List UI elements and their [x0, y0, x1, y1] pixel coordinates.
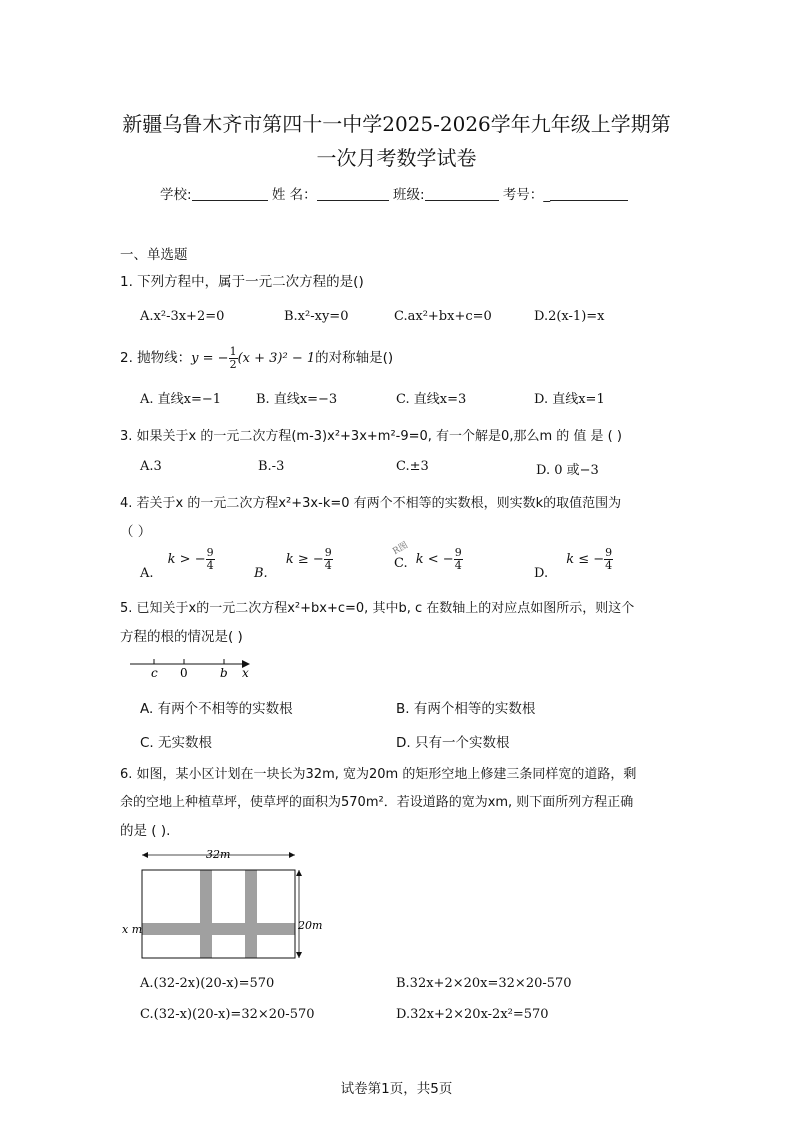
question-2-stem: 2. 抛物线：y = − $\frac{1}{2}$ (x + 3)² − 1的对称轴是() [120, 345, 394, 371]
number-line-label-b: b [220, 666, 228, 680]
road-vertical-2 [245, 870, 257, 958]
road-rectangle-figure [118, 845, 323, 963]
question-3-option-a[interactable]: A.3 [140, 459, 162, 474]
question-6-option-c[interactable]: C.(32-x)(20-x)=32×20-570 [140, 1007, 315, 1022]
question-4-option-c[interactable]: R图 C. k < − $\frac{9}{4}$ [394, 547, 463, 572]
top-dimension-arrow-right [289, 852, 295, 858]
number-line-label-0: 0 [180, 666, 188, 680]
name-label: 姓 名： [271, 187, 317, 203]
question-2-option-a[interactable]: A. 直线x=−1 [140, 392, 222, 407]
question-3-option-b[interactable]: B.-3 [258, 459, 285, 474]
top-dimension-label: 32m [206, 848, 231, 861]
question-5-stem-line2: 方程的根的情况是( ) [120, 629, 243, 645]
question-5-option-d[interactable]: D. 只有一个实数根 [396, 735, 510, 751]
question-6-option-b[interactable]: B.32x+2×20x=32×20-570 [396, 976, 572, 991]
question-1-option-b[interactable]: B.x²-xy=0 [284, 309, 349, 324]
right-dimension-arrow-bottom [296, 952, 302, 958]
question-2-option-d[interactable]: D. 直线x=1 [534, 392, 605, 407]
question-4-stem-line2: （ ） [120, 524, 152, 540]
fraction: $\frac{9}{4}$ [324, 546, 332, 572]
question-5-option-c[interactable]: C. 无实数根 [140, 735, 213, 751]
question-1-stem: 1. 下列方程中，属于一元二次方程的是() [120, 274, 364, 290]
question-1-option-c[interactable]: C.ax²+bx+c=0 [394, 309, 492, 324]
question-6-stem-line2: 余的空地上种植草坪，使草坪的面积为570m²．若设道路的宽为xm, 则下面所列方程正确 [120, 795, 634, 810]
question-4-option-d[interactable]: D. k ≤ − $\frac{9}{4}$ [534, 546, 613, 581]
question-2-option-c[interactable]: C. 直线x=3 [396, 392, 467, 407]
question-4-stem-line1: 4. 若关于x 的一元二次方程x²+3x-k=0 有两个不相等的实数根，则实数k的取值范围为 [120, 496, 622, 511]
exam-no-label: 考号： [502, 187, 544, 203]
section-heading: 一、单选题 [120, 247, 188, 263]
question-1-option-a[interactable]: A.x²-3x+2=0 [140, 309, 225, 324]
watermark-stamp: R图 [391, 540, 410, 558]
school-blank[interactable] [192, 187, 268, 201]
exam-title-line1: 新疆乌鲁木齐市第四十一中学2025-2026学年九年级上学期第 [122, 112, 671, 136]
page-footer: 试卷第1页，共5页 [340, 1081, 453, 1097]
exam-title-line2: 一次月考数学试卷 [316, 146, 477, 170]
right-dimension-arrow-top [296, 870, 302, 876]
question-3-option-c[interactable]: C.±3 [396, 459, 429, 474]
road-vertical-1 [200, 870, 212, 958]
question-3-stem: 3. 如果关于x 的一元二次方程(m-3)x²+3x+m²-9=0, 有一个解是0,那么m 的 值 是 ( ) [120, 429, 622, 444]
road-width-label: x m [122, 923, 143, 936]
field-rectangle [142, 870, 295, 958]
exam-no-blank[interactable] [550, 187, 628, 201]
question-5-stem-line1: 5. 已知关于x的一元二次方程x²+bx+c=0, 其中b, c 在数轴上的对应点如图所示，则这个 [120, 601, 635, 616]
number-line-label-c: c [151, 666, 158, 680]
question-3-option-d[interactable]: D. 0 或−3 [536, 463, 599, 478]
fraction: $\frac{9}{4}$ [605, 546, 613, 572]
question-6-stem-line1: 6. 如图，某小区计划在一块长为32m, 宽为20m 的矩形空地上修建三条同样宽的道路，剩 [120, 767, 637, 782]
question-6-option-d[interactable]: D.32x+2×20x-2x²=570 [396, 1007, 549, 1022]
question-4-option-a[interactable]: A. k > − $\frac{9}{4}$ [140, 546, 214, 581]
question-5-option-b[interactable]: B. 有两个相等的实数根 [396, 701, 536, 717]
road-horizontal [142, 923, 295, 935]
question-2-option-b[interactable]: B. 直线x=−3 [256, 392, 338, 407]
fraction: $\frac{9}{4}$ [454, 546, 462, 572]
question-6-stem-line3: 的是 ( ). [120, 823, 171, 839]
question-6-option-a[interactable]: A.(32-2x)(20-x)=570 [140, 976, 275, 991]
number-line-label-x: x [242, 666, 249, 680]
top-dimension-arrow-left [142, 852, 148, 858]
name-blank[interactable] [317, 187, 389, 201]
question-1-option-d[interactable]: D.2(x-1)=x [534, 309, 605, 324]
question-4-option-b[interactable]: B. k ≥ − $\frac{9}{4}$ [254, 546, 332, 581]
fraction: $\frac{9}{4}$ [206, 546, 214, 572]
fraction: $\frac{1}{2}$ [229, 345, 237, 371]
student-info-line [160, 183, 628, 203]
right-dimension-label: 20m [298, 919, 323, 932]
school-label: 学校: [160, 187, 192, 203]
parabola-formula: y = − $\frac{1}{2}$ (x + 3)² − 1 [191, 345, 316, 371]
class-blank[interactable] [425, 187, 499, 201]
number-line-figure [126, 654, 256, 680]
class-label: 班级: [392, 187, 425, 203]
question-5-option-a[interactable]: A. 有两个不相等的实数根 [140, 701, 293, 717]
exam-no-prefix: _ [543, 187, 551, 203]
